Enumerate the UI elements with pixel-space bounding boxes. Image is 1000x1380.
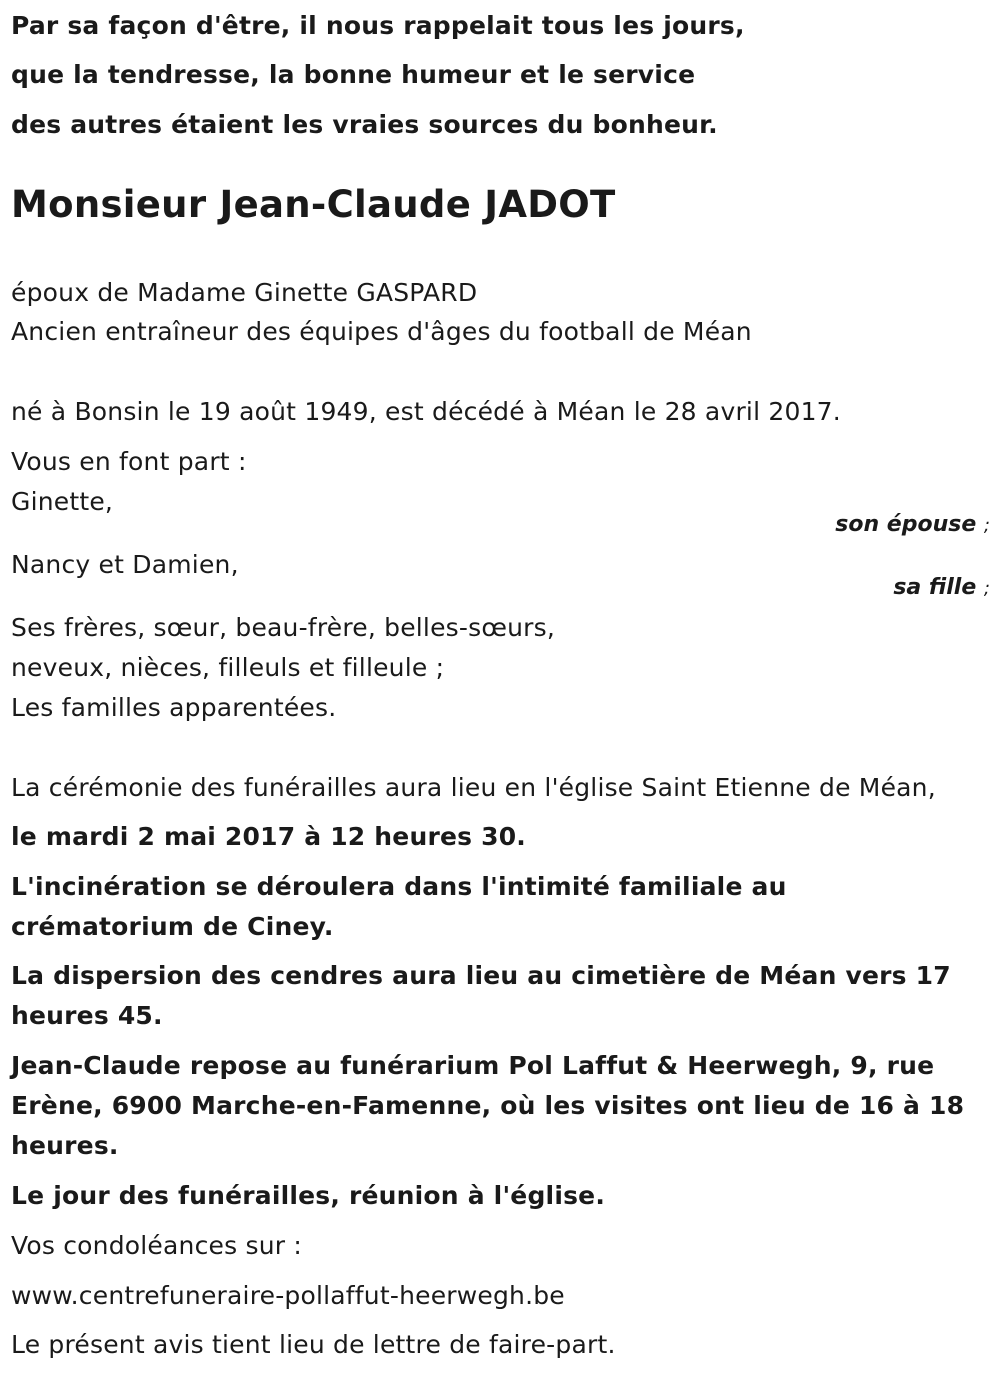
relation-punct: ; bbox=[983, 515, 990, 536]
condolences-url[interactable]: www.centrefuneraire-pollaffut-heerwegh.be bbox=[11, 1281, 565, 1310]
dispersion-info: La dispersion des cendres aura lieu au cimetière de Méan vers 17 heures 45. bbox=[11, 961, 951, 1030]
epigraph-line-1: Par sa façon d'être, il nous rappelait tous les jours, bbox=[11, 11, 745, 40]
birth-death-line: né à Bonsin le 19 août 1949, est décédé à Méan le 28 avril 2017. bbox=[11, 397, 841, 426]
relation-label-daughter bbox=[893, 573, 990, 604]
deceased-name: Monsieur Jean-Claude JADOT bbox=[11, 183, 616, 226]
condolences-label: Vos condoléances sur : bbox=[11, 1231, 302, 1260]
ceremony-datetime: le mardi 2 mai 2017 à 12 heures 30. bbox=[11, 822, 526, 851]
notice-line: Le présent avis tient lieu de lettre de faire-part. bbox=[11, 1330, 616, 1359]
family-member-children: Nancy et Damien, bbox=[11, 550, 239, 579]
relation-text: son épouse bbox=[835, 512, 977, 537]
role-line: Ancien entraîneur des équipes d'âges du football de Méan bbox=[11, 317, 752, 346]
relation-text: sa fille bbox=[893, 575, 977, 600]
others-line-1: Ses frères, sœur, beau-frère, belles-sœurs, bbox=[11, 613, 555, 642]
gathering-info: Le jour des funérailles, réunion à l'église. bbox=[11, 1181, 606, 1210]
epigraph-line-3: des autres étaient les vraies sources du bonheur. bbox=[11, 110, 718, 139]
others-line-3: Les familles apparentées. bbox=[11, 693, 337, 722]
family-member-spouse: Ginette, bbox=[11, 487, 114, 516]
epigraph-line-2: que la tendresse, la bonne humeur et le service bbox=[11, 60, 696, 89]
announcement-intro: Vous en font part : bbox=[11, 447, 247, 476]
relation-label-spouse bbox=[835, 510, 990, 541]
relation-punct: ; bbox=[983, 578, 990, 599]
spouse-line: époux de Madame Ginette GASPARD bbox=[11, 278, 478, 307]
others-line-2: neveux, nièces, filleuls et filleule ; bbox=[11, 653, 445, 682]
cremation-info: L'incinération se déroulera dans l'intimité familiale au crématorium de Ciney. bbox=[11, 872, 787, 941]
ceremony-place: La cérémonie des funérailles aura lieu en l'église Saint Etienne de Méan, bbox=[11, 773, 936, 802]
funerarium-info: Jean-Claude repose au funérarium Pol Laffut & Heerwegh, 9, rue Erène, 6900 Marche-en-Famenne, où les visites ont lieu de 16 à 18 heures. bbox=[11, 1051, 965, 1160]
